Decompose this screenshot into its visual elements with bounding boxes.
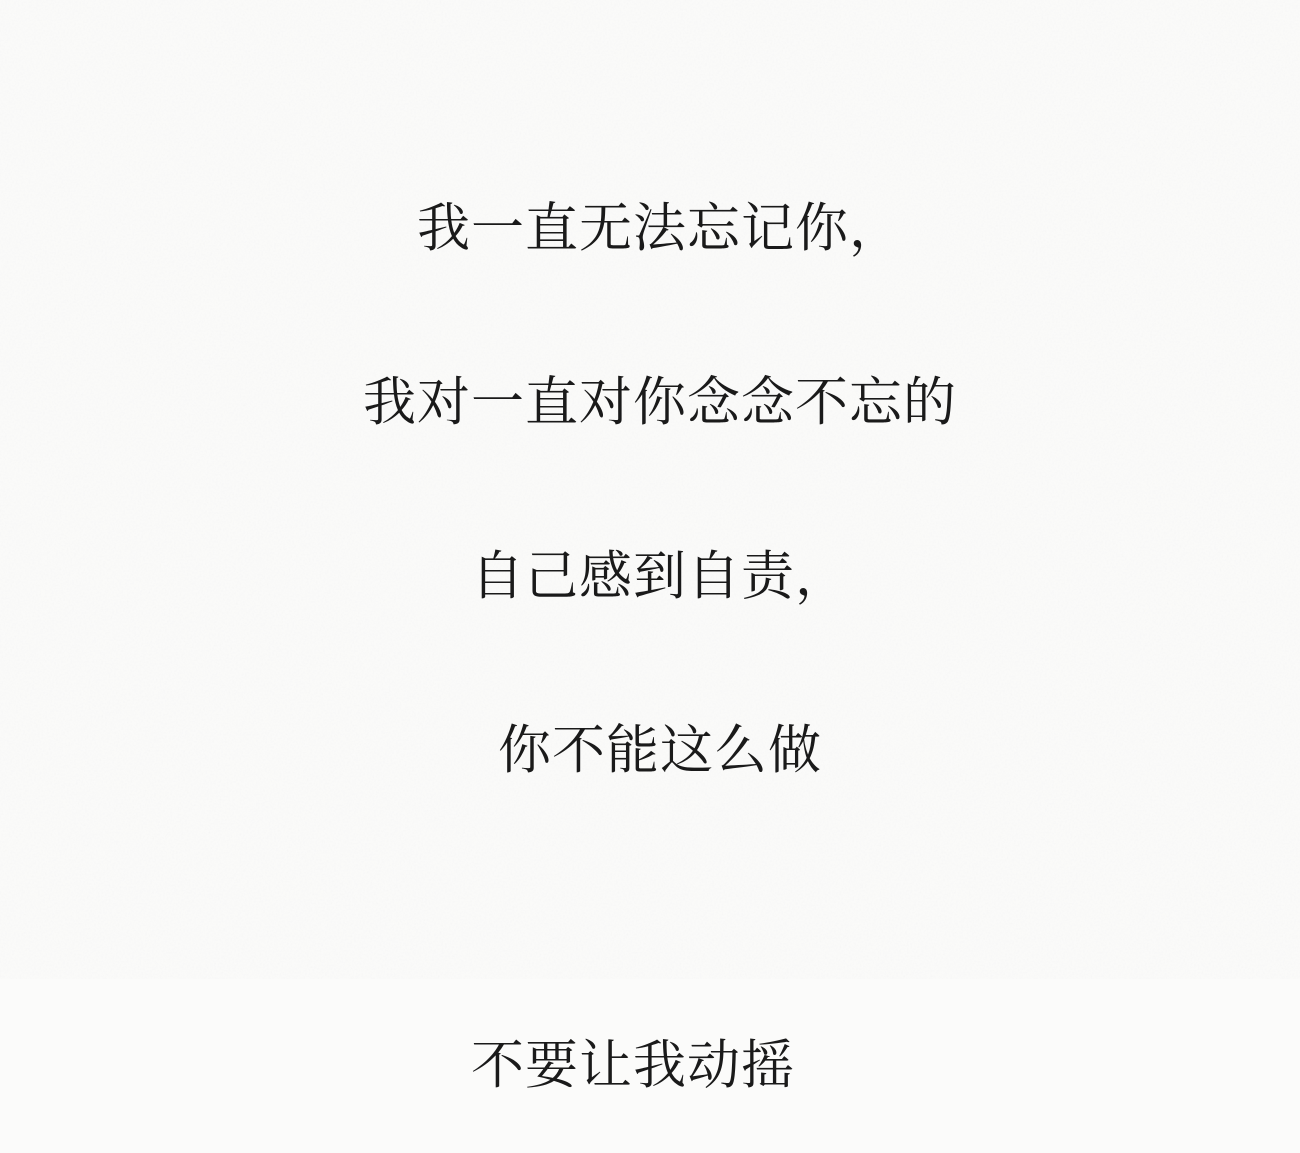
dialogue-line: 我一直无法忘记你， [417,199,903,258]
dialogue-caption-bottom [0,921,1283,1153]
dialogue-line: 我对一直对你念念不忘的 [363,373,957,432]
dialogue-line: 你不能这么做 [498,721,822,780]
dialogue-line: 自己感到自责， [471,547,849,606]
dialogue-caption-top [10,84,1300,838]
dialogue-line: 不要让我动摇 [471,1036,795,1095]
